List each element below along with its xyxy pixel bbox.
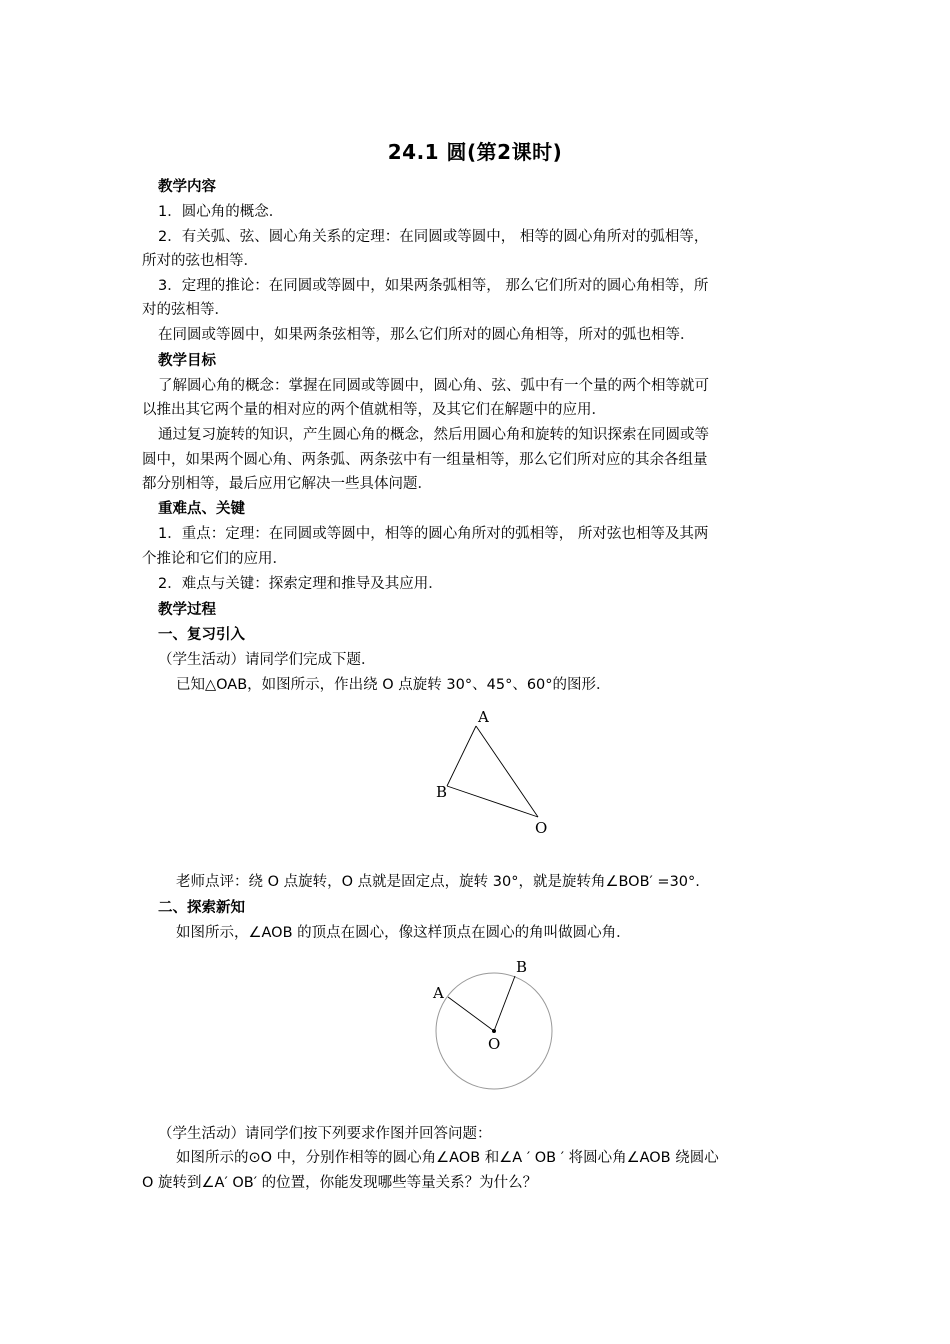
triangle-oab-figure — [420, 702, 570, 842]
segment-ao — [476, 726, 538, 817]
key-2: 2．难点与关键：探索定理和推导及其应用． — [158, 576, 443, 592]
page-title: 24.1 圆(第2课时) — [387, 140, 563, 164]
radius-oa — [448, 997, 494, 1031]
segment-bo — [447, 786, 538, 817]
content-item-3-line-2: 对的弦相等． — [142, 302, 229, 318]
explore-definition: 如图所示，∠AOB 的顶点在圆心，像这样顶点在圆心的角叫做圆心角． — [176, 925, 631, 941]
label-a: A — [478, 708, 489, 726]
content-item-1: 1．圆心角的概念． — [158, 204, 284, 220]
explore-task-line-1: 如图所示的⊙O 中，分别作相等的圆心角∠AOB 和∠A ′ OB ′ 将圆心角∠AOB 绕圆心 — [176, 1150, 719, 1166]
explore-heading: 二、探索新知 — [158, 900, 245, 916]
segment-ab — [447, 726, 476, 786]
label-a: A — [433, 984, 444, 1002]
label-b: B — [516, 958, 528, 976]
central-angle-figure — [420, 952, 570, 1097]
label-o: O — [488, 1035, 501, 1053]
process-heading: 教学过程 — [158, 602, 216, 618]
content-item-4: 在同圆或等圆中，如果两条弦相等，那么它们所对的圆心角相等，所对的弧也相等． — [158, 327, 695, 343]
key-heading: 重难点、关键 — [158, 501, 245, 517]
review-question: 已知△OAB，如图所示，作出绕 O 点旋转 30°、45°、60°的图形． — [176, 677, 611, 693]
review-activity: （学生活动）请同学们完成下题． — [158, 652, 376, 668]
explore-activity: （学生活动）请同学们按下列要求作图并回答问题： — [158, 1126, 492, 1142]
center-point — [492, 1029, 496, 1033]
review-heading: 一、复习引入 — [158, 627, 245, 643]
radius-ob — [494, 976, 515, 1031]
content-item-2-line-1: 2．有关弧、弦、圆心角关系的定理：在同圆或等圆中， 相等的圆心角所对的弧相等， — [158, 229, 709, 245]
key-1-line-1: 1．重点：定理：在同圆或等圆中，相等的圆心角所对的弧相等， 所对弦也相等及其两 — [158, 526, 709, 542]
goal-1-line-1: 了解圆心角的概念：掌握在同圆或等圆中，圆心角、弦、弧中有一个量的两个相等就可 — [158, 378, 709, 394]
label-b: B — [436, 783, 448, 801]
goal-2-line-3: 都分别相等，最后应用它解决一些具体问题． — [142, 476, 432, 492]
goal-2-line-2: 圆中，如果两个圆心角、两条弧、两条弦中有一组量相等，那么它们所对应的其余各组量 — [142, 452, 708, 468]
content-item-3-line-1: 3．定理的推论：在同圆或等圆中，如果两条弧相等， 那么它们所对的圆心角相等，所 — [158, 278, 709, 294]
explore-task-line-2: O 旋转到∠A′ OB′ 的位置，你能发现哪些等量关系？为什么？ — [142, 1175, 538, 1191]
label-o: O — [535, 819, 548, 837]
key-1-line-2: 个推论和它们的应用． — [142, 551, 287, 567]
content-heading: 教学内容 — [158, 179, 216, 195]
goal-2-line-1: 通过复习旋转的知识，产生圆心角的概念，然后用圆心角和旋转的知识探索在同圆或等 — [158, 427, 709, 443]
goal-1-line-2: 以推出其它两个量的相对应的两个值就相等，及其它们在解题中的应用． — [142, 402, 606, 418]
content-item-2-line-2: 所对的弦也相等． — [142, 253, 258, 269]
teacher-comment: 老师点评：绕 O 点旋转，O 点就是固定点，旋转 30°，就是旋转角∠BOB′ =30°. — [176, 874, 700, 890]
goal-heading: 教学目标 — [158, 353, 216, 369]
